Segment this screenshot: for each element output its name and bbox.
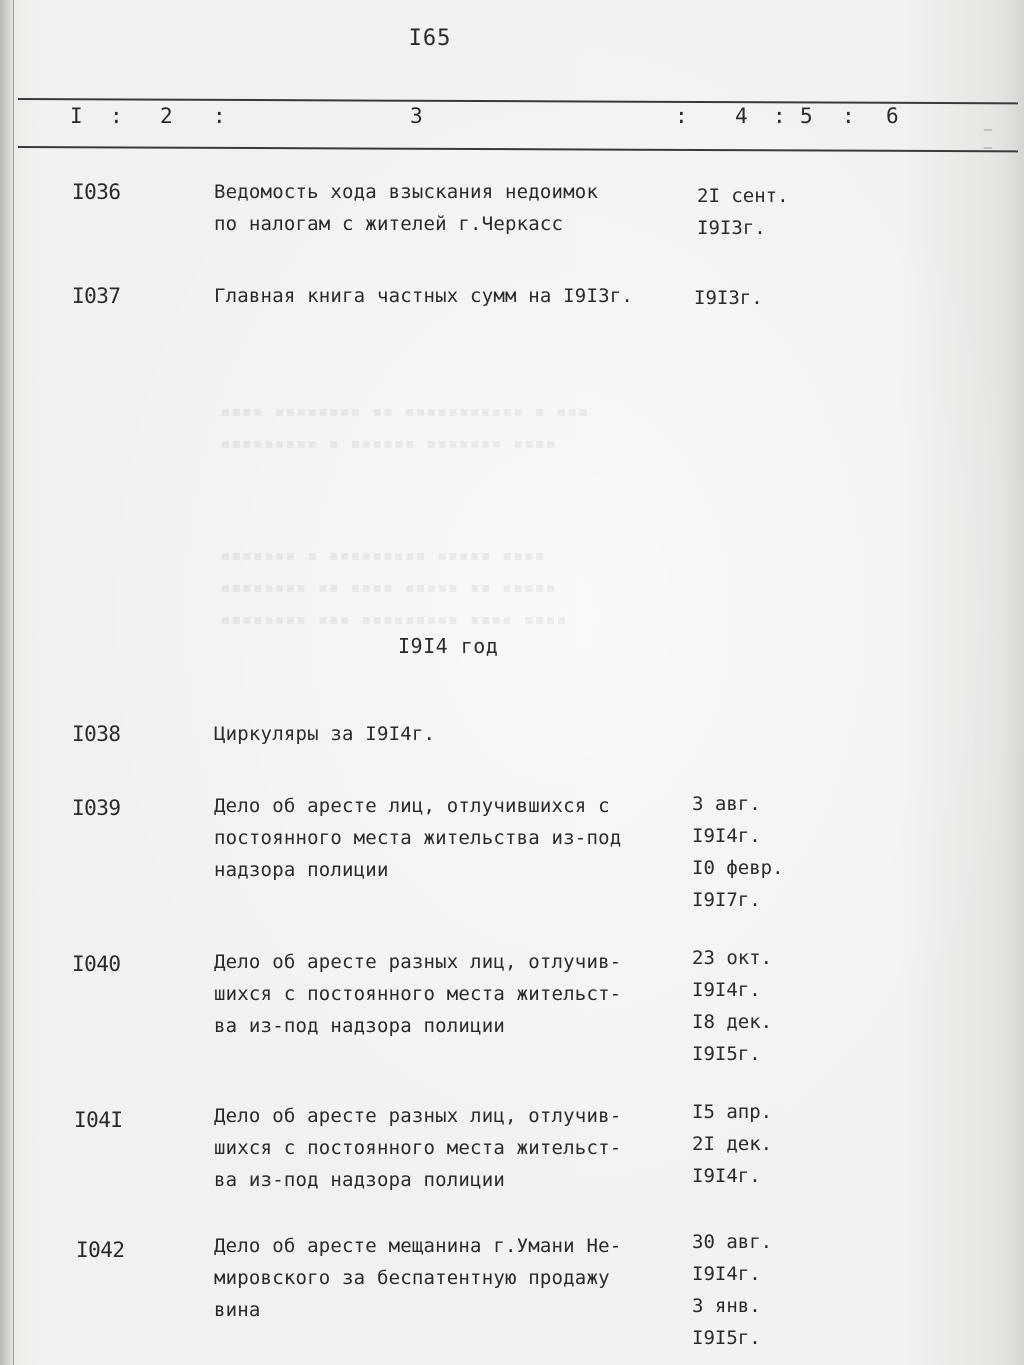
entry-date: I9I4г. (692, 979, 761, 1001)
entry-title-line: постоянного места жительства из-под (214, 827, 622, 849)
entry-title-line: Ведомость хода взыскания недоимок (214, 181, 599, 203)
entry-date: I5 апр. (692, 1101, 773, 1123)
column-number-5: 5 (800, 104, 813, 128)
entry-date: 3 янв. (692, 1295, 761, 1317)
entry-dates (692, 1226, 822, 1354)
entry-date: I9I5г. (692, 1327, 761, 1349)
entry-date: 2I сент. (697, 185, 789, 207)
entry-title-line: мировского за беспатентную продажу (214, 1267, 610, 1289)
entry-date: 30 авг. (692, 1231, 773, 1253)
column-number-3: 3 (410, 104, 423, 128)
entry-dates (692, 788, 822, 916)
entry-number: I039 (72, 796, 121, 820)
margin-mark: — (983, 122, 992, 138)
entry-date: I9I7г. (692, 889, 761, 911)
entry-title-line: ва из-под надзора полиции (214, 1015, 505, 1037)
entry-date: I9I3г. (697, 217, 766, 239)
entry-title-line: вина (214, 1299, 261, 1321)
entry-title (214, 1100, 684, 1196)
column-number-2: 2 (160, 104, 173, 128)
binding-edge (0, 0, 14, 1365)
bleed-through-text: ▪▪▪▪▪▪▪▪ ▪▪▪ ▪▪▪▪▪▪▪▪▪ ▪▪▪▪ ▪▪▪▪ (220, 609, 567, 630)
column-number-4: 4 (735, 104, 748, 128)
bleed-through-text: ▪▪▪▪▪▪▪▪ ▪▪ ▪▪▪▪ ▪▪▪▪▪ ▪▪ ▪▪▪▪▪ (220, 577, 556, 598)
entry-dates (697, 180, 827, 244)
column-separator: : (675, 104, 688, 128)
entry-title-line: Дело об аресте мещанина г.Умани Не- (214, 1235, 622, 1257)
entry-title-line: Циркуляры за I9I4г. (214, 723, 436, 745)
page-number: I65 (408, 26, 452, 51)
entry-dates (692, 1096, 822, 1192)
entry-date: I9I5г. (692, 1043, 761, 1065)
entry-title-line: Дело об аресте разных лиц, отлучив- (214, 951, 622, 973)
column-separator: : (773, 104, 786, 128)
entry-title-line: Дело об аресте лиц, отлучившихся с (214, 795, 610, 817)
entry-title (214, 280, 694, 312)
year-heading: I9I4 год (398, 634, 499, 658)
entry-number: I042 (76, 1238, 125, 1262)
column-number-1: I (70, 104, 83, 128)
entry-title (214, 946, 684, 1042)
entry-title-line: Главная книга частных сумм на I9I3г. (214, 285, 634, 307)
entry-date: 2I дек. (692, 1133, 773, 1155)
entry-title-line: по налогам с жителей г.Черкасс (214, 213, 564, 235)
entry-title (214, 176, 674, 240)
entry-title (214, 1230, 684, 1326)
entry-dates (694, 282, 824, 314)
entry-date: 23 окт. (692, 947, 773, 969)
entry-number: I037 (72, 284, 121, 308)
entry-date: I9I3г. (694, 287, 763, 309)
entry-title (214, 790, 684, 886)
entry-date: I9I4г. (692, 1263, 761, 1285)
column-separator: : (213, 104, 226, 128)
header-rule-bottom (18, 146, 1018, 152)
entry-date: I9I4г. (692, 825, 761, 847)
entry-title-line: шихся с постоянного места жительст- (214, 983, 622, 1005)
entry-date: I8 дек. (692, 1011, 773, 1033)
entry-date: 3 авг. (692, 793, 761, 815)
entry-title-line: ва из-под надзора полиции (214, 1169, 505, 1191)
entry-title-line: Дело об аресте разных лиц, отлучив- (214, 1105, 622, 1127)
bleed-through-text: ▪▪▪▪▪▪▪▪▪ ▪ ▪▪▪▪▪▪ ▪▪▪▪▪▪▪ ▪▪▪▪ (220, 433, 556, 454)
entry-number: I04I (74, 1108, 123, 1132)
entry-number: I038 (72, 722, 121, 746)
entry-number: I040 (72, 952, 121, 976)
entry-date: I9I4г. (692, 1165, 761, 1187)
binding-line (13, 0, 14, 1365)
bleed-through-text: ▪▪▪▪ ▪▪▪▪▪▪▪▪ ▪▪ ▪▪▪▪▪▪▪▪▪▪▪ ▪ ▪▪▪ (220, 401, 589, 422)
bleed-through-text: ▪▪▪▪▪▪▪ ▪ ▪▪▪▪▪▪▪▪▪ ▪▪▪▪▪ ▪▪▪▪ (220, 545, 546, 566)
column-separator: : (842, 104, 855, 128)
entry-dates (692, 942, 822, 1070)
column-separator: : (110, 104, 123, 128)
column-number-6: 6 (886, 104, 899, 128)
entry-title-line: надзора полиции (214, 859, 389, 881)
entry-date: I0 февр. (692, 857, 784, 879)
entry-title-line: шихся с постоянного места жительст- (214, 1137, 622, 1159)
entry-title (214, 718, 674, 750)
entry-number: I036 (72, 180, 121, 204)
margin-mark: — (983, 140, 992, 156)
